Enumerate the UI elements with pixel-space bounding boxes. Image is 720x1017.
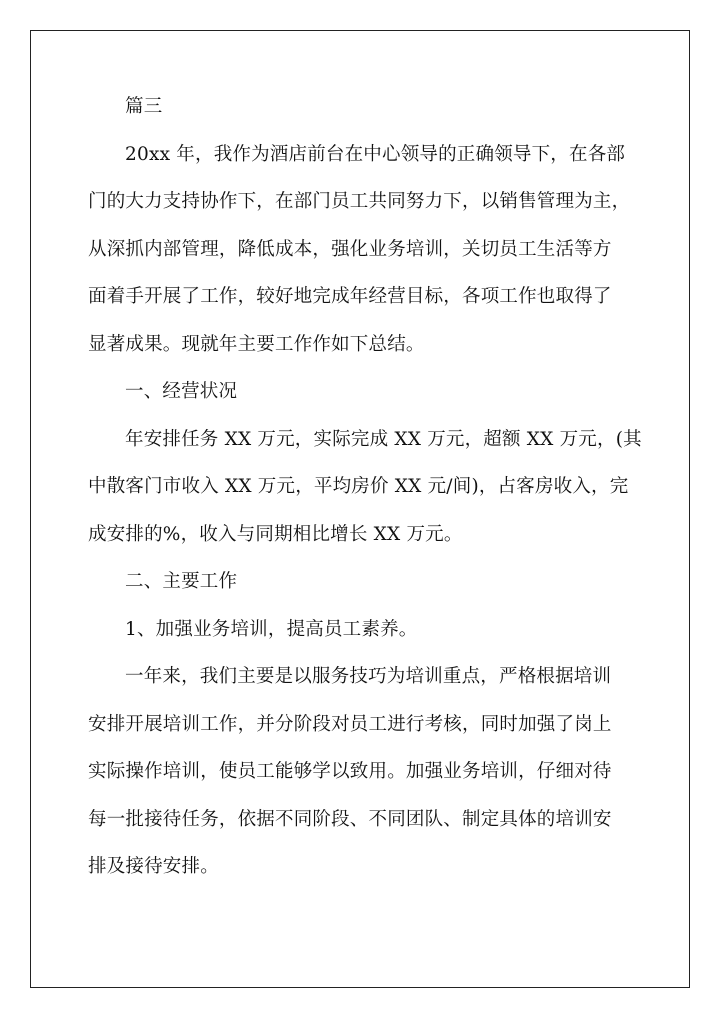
document-body bbox=[88, 92, 642, 900]
paragraph-line: 每一批接待任务，依据不同阶段、不同团队、制定具体的培训安 bbox=[88, 808, 612, 830]
paragraph-line: 显著成果。现就年主要工作作如下总结。 bbox=[88, 333, 425, 355]
paragraph-line: 从深抓内部管理，降低成本，强化业务培训，关切员工生活等方 bbox=[88, 238, 612, 260]
paragraph-line: 门的大力支持协作下，在部门员工共同努力下，以销售管理为主， bbox=[88, 191, 631, 212]
paragraph-line: 面着手开展了工作，较好地完成年经营目标，各项工作也取得了 bbox=[88, 286, 612, 307]
section-title-pian-san: 篇三 bbox=[125, 96, 163, 117]
paragraph-line: 中散客门市收入 XX 万元，平均房价 XX 元/间)，占客房收入，完 bbox=[88, 476, 629, 497]
paragraph-line: 一年来，我们主要是以服务技巧为培训重点，严格根据培训 bbox=[125, 666, 612, 687]
subheading-training: 1、加强业务培训，提高员工素养。 bbox=[125, 618, 418, 640]
paragraph-line: 成安排的%，收入与同期相比增长 XX 万元。 bbox=[88, 523, 463, 545]
paragraph-line: 安排开展培训工作，并分阶段对员工进行考核，同时加强了岗上 bbox=[88, 713, 612, 735]
heading-operating-status: 一、经营状况 bbox=[125, 381, 238, 402]
heading-main-work: 二、主要工作 bbox=[125, 571, 238, 592]
paragraph-line: 排及接待安排。 bbox=[88, 856, 219, 877]
paragraph-line: 实际操作培训，使员工能够学以致用。加强业务培训，仔细对待 bbox=[88, 761, 612, 782]
paragraph-line: 年安排任务 XX 万元，实际完成 XX 万元，超额 XX 万元，(其 bbox=[125, 428, 642, 450]
paragraph-line: 20xx 年，我作为酒店前台在中心领导的正确领导下，在各部 bbox=[125, 143, 626, 165]
